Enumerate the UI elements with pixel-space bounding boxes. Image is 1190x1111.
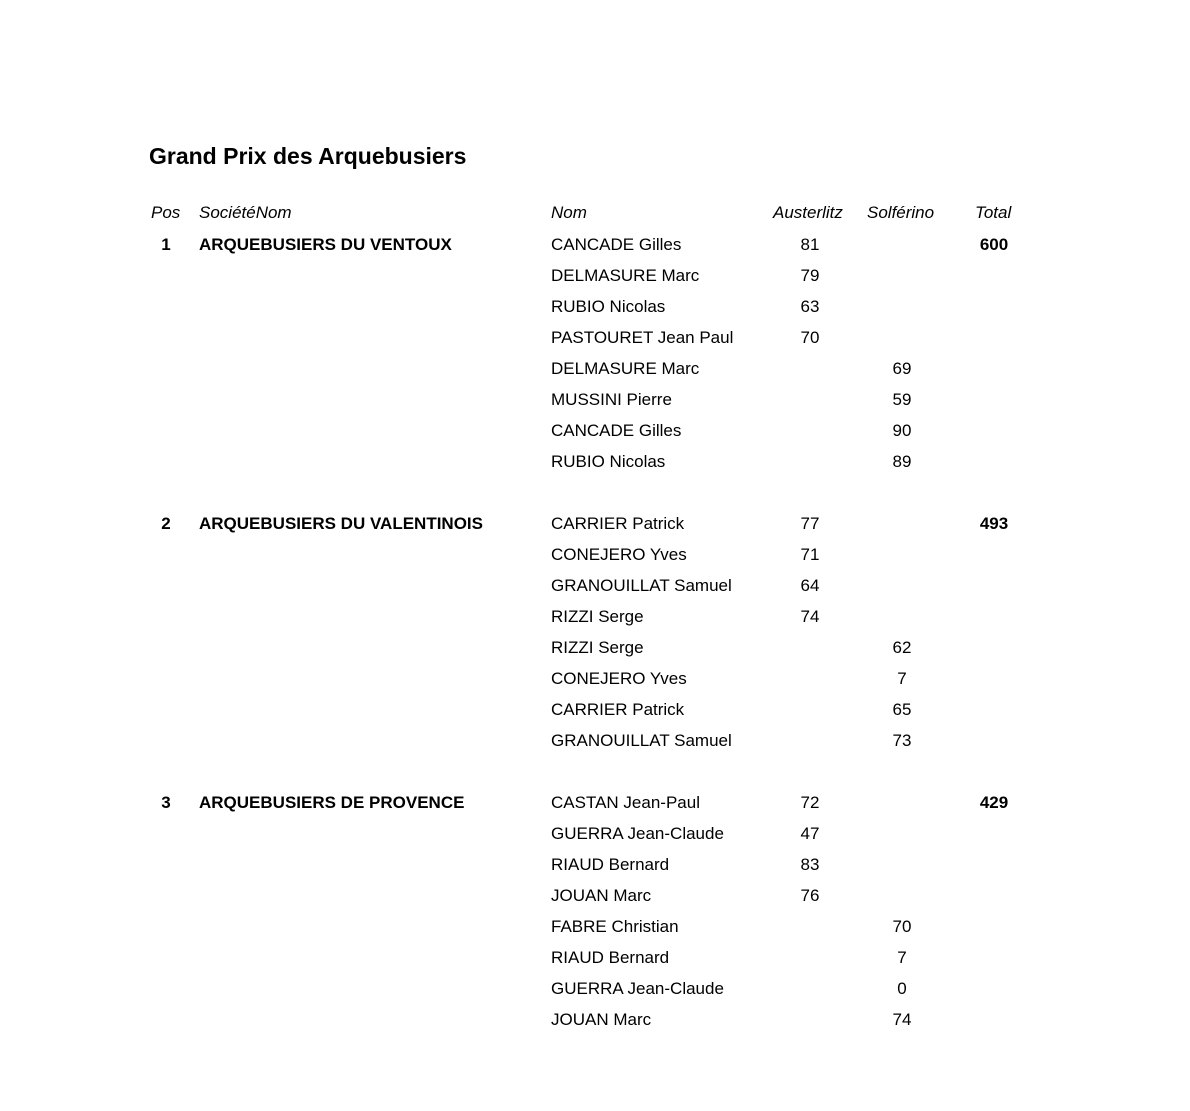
table-row bbox=[0, 725, 1190, 756]
member-name: JOUAN Marc bbox=[551, 1010, 652, 1029]
member-name: RIAUD Bernard bbox=[551, 855, 670, 874]
member-name: GRANOUILLAT Samuel bbox=[551, 576, 732, 595]
page-title: Grand Prix des Arquebusiers bbox=[149, 143, 467, 169]
member-name: JOUAN Marc bbox=[551, 886, 652, 905]
table-row bbox=[0, 446, 1190, 477]
group-societe: ARQUEBUSIERS DU VENTOUX bbox=[199, 235, 452, 254]
group-position: 1 bbox=[161, 235, 171, 254]
table-row bbox=[0, 942, 1190, 973]
member-name: RIAUD Bernard bbox=[551, 948, 670, 967]
member-name: CARRIER Patrick bbox=[551, 700, 685, 719]
member-solferino-score: 69 bbox=[892, 359, 912, 378]
table-row bbox=[0, 818, 1190, 849]
member-solferino-score: 62 bbox=[892, 638, 912, 657]
member-solferino-score: 7 bbox=[897, 948, 907, 967]
member-name: RIZZI Serge bbox=[551, 638, 644, 657]
group-societe: ARQUEBUSIERS DE PROVENCE bbox=[199, 793, 465, 812]
table-row bbox=[0, 353, 1190, 384]
member-name: CARRIER Patrick bbox=[551, 514, 685, 533]
member-solferino-score: 59 bbox=[892, 390, 912, 409]
member-name: CONEJERO Yves bbox=[551, 669, 687, 688]
group-total: 600 bbox=[979, 235, 1009, 254]
member-solferino-score: 0 bbox=[897, 979, 907, 998]
table-row bbox=[0, 384, 1190, 415]
member-solferino-score: 89 bbox=[892, 452, 912, 471]
member-austerlitz-score: 71 bbox=[800, 545, 820, 564]
member-name: RUBIO Nicolas bbox=[551, 297, 666, 316]
member-austerlitz-score: 63 bbox=[800, 297, 820, 316]
group-position: 2 bbox=[161, 514, 171, 533]
table-row bbox=[0, 787, 1190, 818]
header-nom: Nom bbox=[551, 203, 587, 222]
result-group bbox=[0, 229, 1190, 477]
column-header-row bbox=[0, 200, 1190, 226]
member-austerlitz-score: 72 bbox=[800, 793, 820, 812]
header-solferino: Solférino bbox=[867, 203, 935, 222]
table-row bbox=[0, 694, 1190, 725]
member-name: GUERRA Jean-Claude bbox=[551, 824, 724, 843]
member-name: CASTAN Jean-Paul bbox=[551, 793, 700, 812]
member-austerlitz-score: 83 bbox=[800, 855, 820, 874]
table-row bbox=[0, 291, 1190, 322]
member-name: CONEJERO Yves bbox=[551, 545, 687, 564]
member-austerlitz-score: 77 bbox=[800, 514, 820, 533]
member-name: DELMASURE Marc bbox=[551, 266, 700, 285]
table-row bbox=[0, 601, 1190, 632]
result-group bbox=[0, 787, 1190, 1035]
table-row bbox=[0, 260, 1190, 291]
result-group bbox=[0, 508, 1190, 756]
group-position: 3 bbox=[161, 793, 171, 812]
group-societe: ARQUEBUSIERS DU VALENTINOIS bbox=[199, 514, 483, 533]
member-austerlitz-score: 64 bbox=[800, 576, 820, 595]
member-solferino-score: 73 bbox=[892, 731, 912, 750]
member-solferino-score: 74 bbox=[892, 1010, 912, 1029]
member-name: CANCADE Gilles bbox=[551, 421, 682, 440]
table-row bbox=[0, 508, 1190, 539]
table-row bbox=[0, 1004, 1190, 1035]
member-solferino-score: 7 bbox=[897, 669, 907, 688]
header-pos: Pos bbox=[151, 203, 181, 222]
member-austerlitz-score: 74 bbox=[800, 607, 820, 626]
table-row bbox=[0, 911, 1190, 942]
member-name: GRANOUILLAT Samuel bbox=[551, 731, 732, 750]
table-row bbox=[0, 663, 1190, 694]
member-solferino-score: 70 bbox=[892, 917, 912, 936]
table-row bbox=[0, 880, 1190, 911]
member-name: RIZZI Serge bbox=[551, 607, 644, 626]
member-name: FABRE Christian bbox=[551, 917, 679, 936]
table-row bbox=[0, 849, 1190, 880]
member-austerlitz-score: 76 bbox=[800, 886, 820, 905]
table-row bbox=[0, 229, 1190, 260]
member-name: GUERRA Jean-Claude bbox=[551, 979, 724, 998]
header-total: Total bbox=[975, 203, 1012, 222]
member-austerlitz-score: 47 bbox=[800, 824, 820, 843]
table-row bbox=[0, 632, 1190, 663]
member-solferino-score: 90 bbox=[892, 421, 912, 440]
group-total: 493 bbox=[979, 514, 1009, 533]
table-row bbox=[0, 539, 1190, 570]
table-row bbox=[0, 570, 1190, 601]
member-name: RUBIO Nicolas bbox=[551, 452, 666, 471]
member-austerlitz-score: 70 bbox=[800, 328, 820, 347]
header-austerlitz: Austerlitz bbox=[773, 203, 843, 222]
table-row bbox=[0, 973, 1190, 1004]
member-name: MUSSINI Pierre bbox=[551, 390, 672, 409]
member-name: CANCADE Gilles bbox=[551, 235, 682, 254]
table-row bbox=[0, 322, 1190, 353]
member-austerlitz-score: 79 bbox=[800, 266, 820, 285]
member-name: PASTOURET Jean Paul bbox=[551, 328, 734, 347]
header-societe: SociétéNom bbox=[199, 203, 292, 222]
member-solferino-score: 65 bbox=[892, 700, 912, 719]
member-name: DELMASURE Marc bbox=[551, 359, 700, 378]
group-total: 429 bbox=[979, 793, 1009, 812]
table-row bbox=[0, 415, 1190, 446]
member-austerlitz-score: 81 bbox=[800, 235, 820, 254]
